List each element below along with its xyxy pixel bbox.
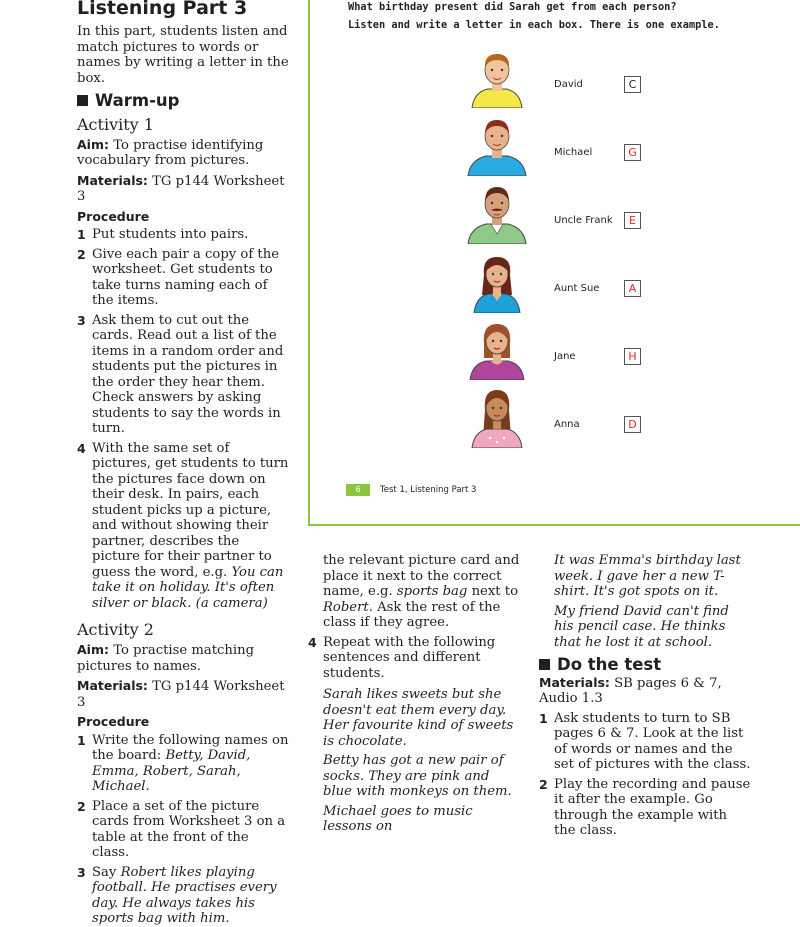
activity1-materials: Materials: TG p144 Worksheet 3 (77, 172, 285, 204)
list-item: 1 Write the following names on the board: Betty, David, Emma, Robert, Sarah, Michael. (77, 732, 289, 794)
worksheet-footer: Test 1, Listening Part 3 (380, 485, 477, 495)
row-name-jane: Jane (554, 351, 576, 362)
girl-pink-dress-illustration (466, 386, 528, 448)
woman-blue-top-illustration (466, 251, 528, 313)
answer-box-uncle-frank[interactable]: E (624, 212, 641, 229)
activity1-heading: Activity 1 (77, 114, 154, 134)
square-bullet-icon (539, 659, 550, 670)
answer-box-aunt-sue[interactable]: A (624, 280, 641, 297)
activity2-procedure-label: Procedure (77, 714, 150, 729)
do-the-test-heading: Do the test (539, 657, 751, 673)
activity1-aim: Aim: To practise identifying vocabulary from pictures. (77, 136, 264, 168)
worksheet-instruction-2: Listen and write a letter in each box. There is one example. (348, 19, 720, 31)
example-sentence: It was Emma's birthday last week. I gave her a new T-shirt. It's got spots on it. (554, 553, 741, 599)
man-blue-shirt-illustration (466, 114, 528, 176)
activity2-materials: Materials: TG p144 Worksheet 3 (77, 678, 285, 710)
girl-purple-top-illustration (466, 318, 528, 380)
row-name-uncle-frank: Uncle Frank (554, 215, 613, 226)
list-item: 3 Ask them to cut out the cards. Read out a list of the items in a random order and students put the pictures in the order they hear them. Check answers by asking students to say the words in turn. (77, 312, 284, 436)
example-sentence: Michael goes to music lessons on (323, 803, 473, 834)
example-sentence: My friend David can't find his pencil case. He thinks that he lost it at school. (554, 603, 729, 650)
list-item: 2 Place a set of the picture cards from Worksheet 3 on a table at the front of the class. (77, 798, 286, 860)
middle-steps (308, 635, 520, 682)
row-name-michael: Michael (554, 147, 593, 158)
activity2-heading: Activity 2 (77, 620, 154, 639)
test-materials: Materials: SB pages 6 & 7, Audio 1.3 (539, 674, 722, 706)
answer-box-david[interactable]: C (624, 76, 641, 93)
procedure-continuation: the relevant picture card and place it next to the correct name, e.g. sports bag next to Robert. Ask the rest of the class if they agree. (323, 553, 520, 630)
boy-yellow-shirt-illustration (466, 46, 528, 108)
list-item: 1 Ask students to turn to SB pages 6 & 7. Look at the list of words or names and the set of pictures with the class. (539, 710, 751, 772)
test-steps (539, 711, 751, 839)
activity2-steps (77, 733, 289, 927)
list-item: 4 Repeat with the following sentences and different students. (308, 634, 496, 681)
answer-box-jane[interactable]: H (624, 348, 641, 365)
page-title: Listening Part 3 (77, 0, 248, 19)
warmup-heading: Warm-up (77, 93, 289, 109)
list-item: 1 Put students into pairs. (77, 227, 249, 242)
row-name-aunt-sue: Aunt Sue (554, 283, 600, 294)
list-item: 2 Give each pair a copy of the worksheet. Get students to take turns naming each of the items. (77, 246, 280, 308)
list-item: 4 With the same set of pictures, get students to turn the pictures face down on their desk. In pairs, each student picks up a picture, and without showing their partner, describes the picture for their partner to guess the word, e.g. You can take it on holiday. It's often silver or black. (a camera) (77, 440, 289, 611)
list-item: 2 Play the recording and pause it after the example. Go through the example with the class. (539, 776, 751, 838)
row-name-david: David (554, 79, 583, 90)
example-sentence: Betty has got a new pair of socks. They are pink and blue with monkeys on them. (323, 753, 512, 799)
row-name-anna: Anna (554, 419, 580, 430)
worksheet-instruction-1: What birthday present did Sarah get from each person? (348, 1, 677, 13)
right-column (539, 553, 751, 839)
activity1-procedure-label: Procedure (77, 208, 150, 224)
answer-box-anna[interactable]: D (624, 416, 641, 433)
middle-column (308, 553, 520, 835)
list-item: 3 Say Robert likes playing football. He practises every day. He always takes his sports bag with him. (77, 864, 277, 926)
square-bullet-icon (77, 95, 88, 106)
example-sentence: Sarah likes sweets but she doesn't eat them every day. Her favourite kind of sweets is chocolate. (323, 687, 514, 749)
page-number-badge: 6 (346, 484, 370, 496)
man-green-shirt-illustration (466, 182, 528, 244)
activity2-aim: Aim: To practise matching pictures to names. (77, 642, 255, 674)
left-column (77, 0, 289, 927)
answer-box-michael[interactable]: G (624, 144, 641, 161)
activity1-steps (77, 227, 289, 611)
intro-text: In this part, students listen and match pictures to words or names by writing a letter in the box. (77, 24, 289, 86)
